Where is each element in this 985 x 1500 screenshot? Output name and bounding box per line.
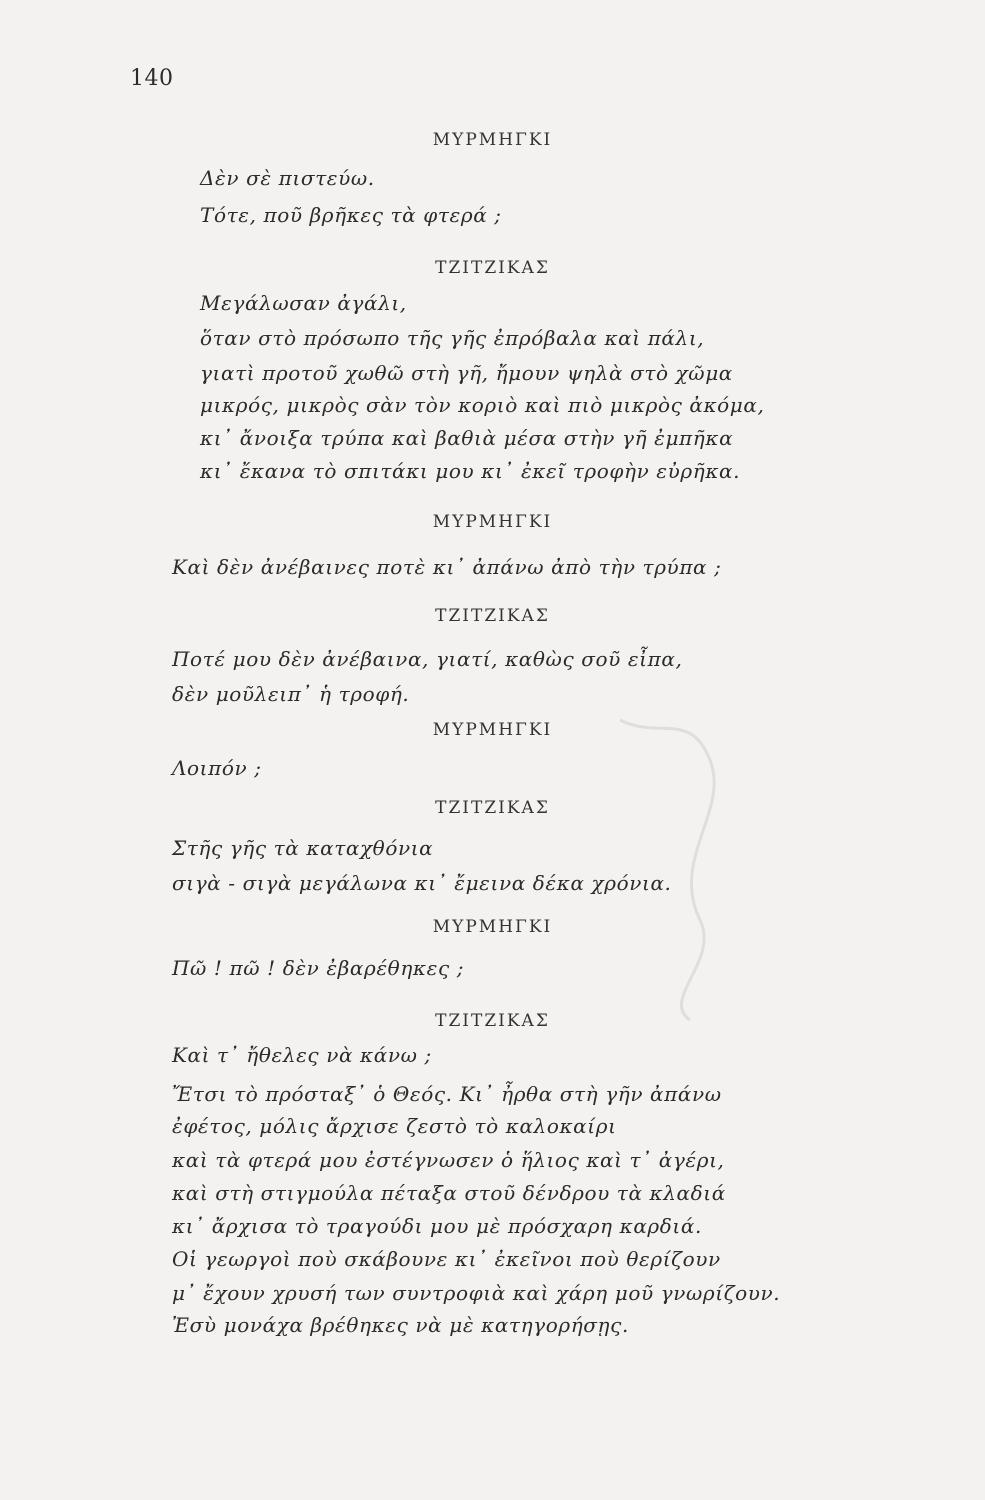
verse-line: Οἱ γεωργοὶ ποὺ σκάβουνε κι᾿ ἐκεῖνοι ποὺ θερίζουν [172,1247,721,1271]
speaker-heading: ΤΖΙΤΖΙΚΑΣ [435,798,550,818]
verse-line: Τότε, ποῦ βρῆκες τὰ φτερά ; [200,203,502,227]
speaker-heading: ΜΥΡΜΗΓΚΙ [432,720,553,740]
verse-line: Ἐσὺ μονάχα βρέθηκες νὰ μὲ κατηγορήσῃς. [172,1313,629,1337]
speaker-heading: ΜΥΡΜΗΓΚΙ [432,512,553,532]
verse-line: Ἔτσι τὸ πρόσταξ᾿ ὁ Θεός. Κι᾿ ἦρθα στὴ γῆν ἀπάνω [172,1082,722,1106]
verse-line: Καὶ τ᾿ ἤθελες νὰ κάνω ; [172,1043,432,1067]
verse-line: κι᾿ ἄνοιξα τρύπα καὶ βαθιὰ μέσα στὴν γῆ ἐμπῆκα [200,426,734,450]
page-number: 140 [130,66,174,91]
verse-line: Μεγάλωσαν ἀγάλι, [200,291,407,315]
verse-line: Ποτέ μου δὲν ἀνέβαινα, γιατί, καθὼς σοῦ εἶπα, [172,647,683,671]
verse-line: καὶ τὰ φτερά μου ἐστέγνωσεν ὁ ἥλιος καὶ τ᾿ ἀγέρι, [172,1148,725,1172]
verse-line: Στῆς γῆς τὰ καταχθόνια [172,836,434,860]
verse-line: δὲν μοῦλειπ᾿ ἡ τροφή. [172,682,410,706]
speaker-heading: ΤΖΙΤΖΙΚΑΣ [435,258,550,278]
verse-line: καὶ στὴ στιγμούλα πέταξα στοῦ δένδρου τὰ κλαδιά [172,1181,726,1205]
verse-line: Καὶ δὲν ἀνέβαινες ποτὲ κι᾿ ἀπάνω ἀπὸ τὴν τρύπα ; [172,555,722,579]
speaker-heading: ΜΥΡΜΗΓΚΙ [432,130,553,150]
verse-line: κι᾿ ἄρχισα τὸ τραγούδι μου μὲ πρόσχαρη καρδιά. [172,1214,702,1238]
bleed-through-mark [600,700,740,1030]
verse-line: Πῶ ! πῶ ! δὲν ἐβαρέθηκες ; [172,956,465,980]
verse-line: Λοιπόν ; [172,756,262,780]
verse-line: γιατὶ προτοῦ χωθῶ στὴ γῆ, ἤμουν ψηλὰ στὸ χῶμα [200,361,733,385]
speaker-heading: ΤΖΙΤΖΙΚΑΣ [435,1011,550,1031]
verse-line: ἐφέτος, μόλις ἄρχισε ζεστὸ τὸ καλοκαίρι [172,1114,617,1138]
verse-line: κι᾿ ἔκανα τὸ σπιτάκι μου κι᾿ ἐκεῖ τροφὴν εὐρῆκα. [200,459,741,483]
verse-line: σιγὰ - σιγὰ μεγάλωνα κι᾿ ἔμεινα δέκα χρόνια. [172,871,672,895]
speaker-heading: ΜΥΡΜΗΓΚΙ [432,917,553,937]
speaker-heading: ΤΖΙΤΖΙΚΑΣ [435,606,550,626]
verse-line: ὅταν στὸ πρόσωπο τῆς γῆς ἐπρόβαλα καὶ πάλι, [200,326,705,350]
verse-line: Δὲν σὲ πιστεύω. [200,166,375,190]
verse-line: μικρός, μικρὸς σὰν τὸν κοριὸ καὶ πιὸ μικρὸς ἀκόμα, [200,393,765,417]
verse-line: μ᾿ ἔχουν χρυσή των συντροφιὰ καὶ χάρη μοῦ γνωρίζουν. [172,1281,781,1305]
